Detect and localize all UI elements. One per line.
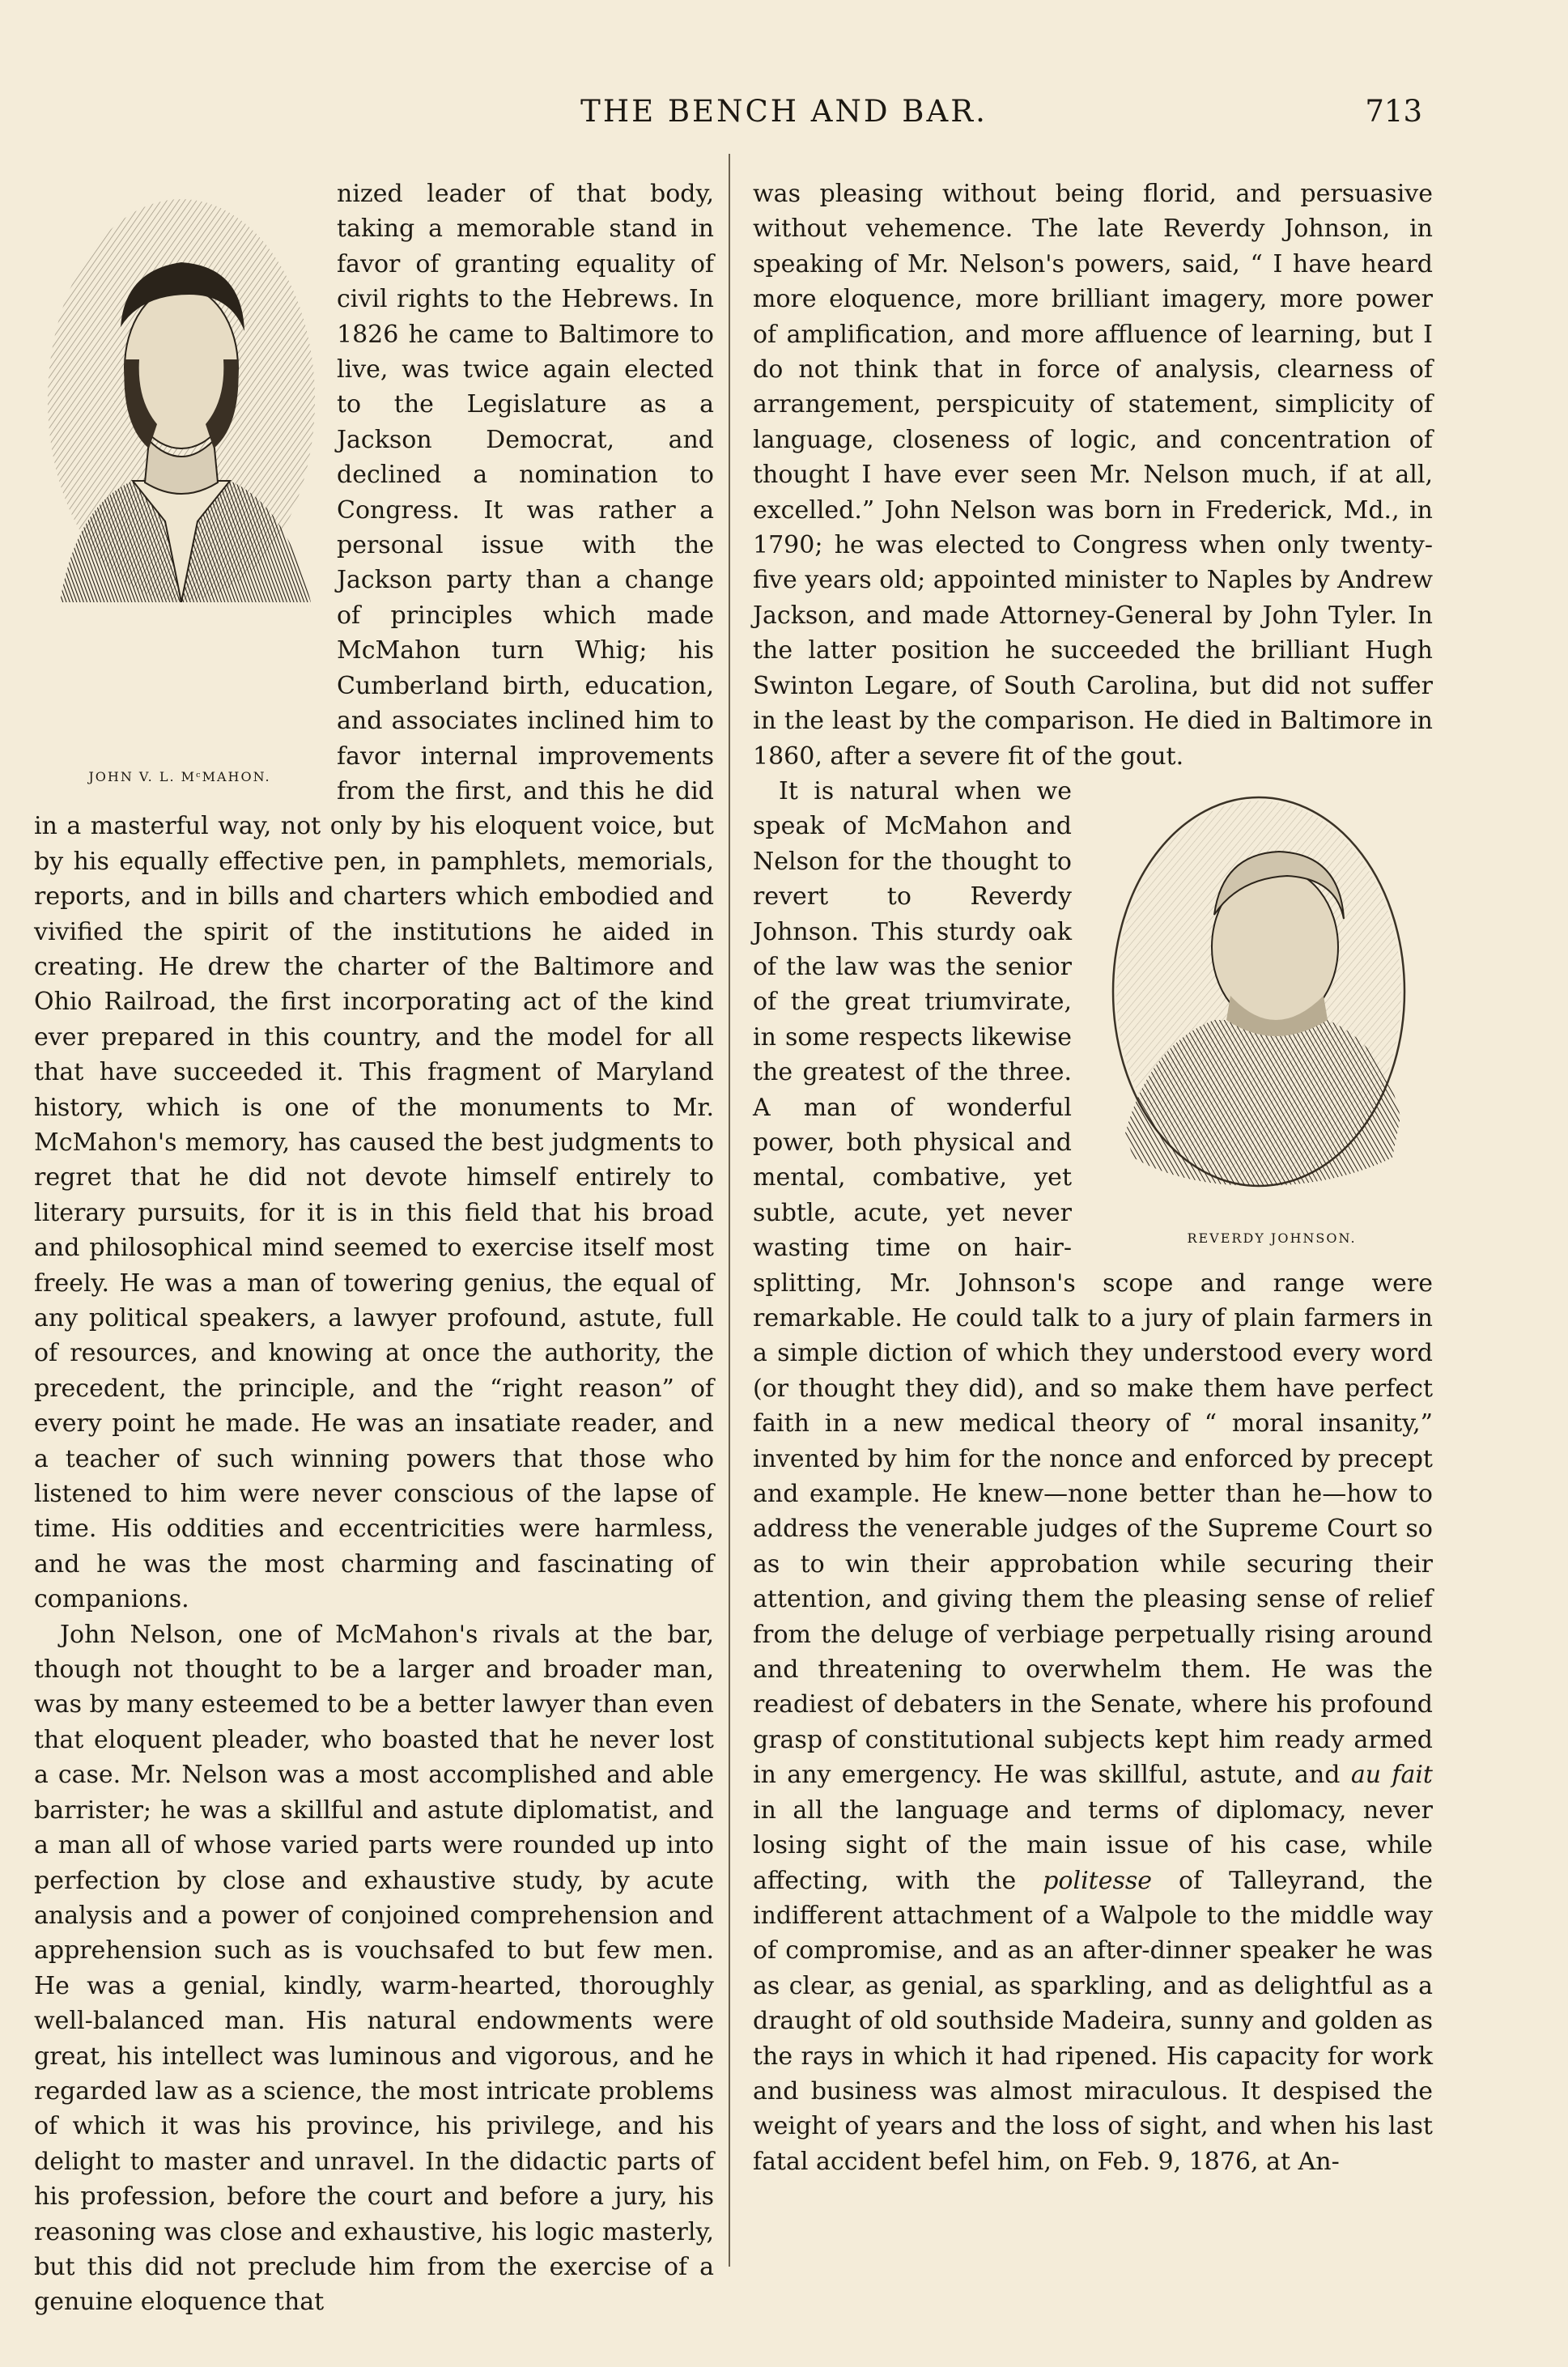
column-divider (729, 154, 730, 2267)
page-header (32, 91, 1536, 139)
left-paragraph-2: John Nelson, one of McMahon's rivals at the bar, though not thought to be a larger and broader man, was by many esteemed to be a better lawyer than even that eloquent pleader, who boasted that he never lost a case. Mr. Nelson was a most accomplished and able barrister; he was a skillful and astute diplomatist, and a man all of whose varied parts were rounded up into perfection by close and exhaustive study, by acute analysis and a power of conjoined comprehension and apprehension such as is vouchsafed to but few men. He was a genial, kindly, warm-hearted, thoroughly well-balanced man. His natural endowments were great, his intellect was luminous and vigorous, and he regarded law as a science, the most intricate problems of which it was his province, his privilege, and his delight to master and unravel. In the didactic parts of his profession, before the court and before a jury, his reasoning was close and exhaustive, his logic masterly, but this did not preclude him from the exercise of a genuine eloquence that (34, 1620, 714, 2317)
right-paragraph-2-text-c: of Talleyrand, the indifferent attachment of a Walpole to the middle way of compromise, and as an after-dinner speaker he was as clear, as genial, as sparkling, and as delightful as a draught of old southside Madeira, sunny and golden as the rays in which it had ripened. His capacity for work and business was almost miraculous. It despised the weight of years and the loss of sight, and when his last fatal accident befel him, on Feb. 9, 1876, at An- (753, 1866, 1434, 2176)
politesse-word: politesse (1043, 1866, 1153, 1895)
page-number: 713 (1365, 94, 1422, 129)
johnson-caption: REVERDY JOHNSON. (1187, 1230, 1357, 1246)
mcmahon-caption: JOHN V. L. MᶜMAHON. (88, 769, 271, 784)
right-paragraph-1: was pleasing without being florid, and persuasive without vehemence. The late Reverdy Johnson, in speaking of Mr. Nelson's powers, said, “ I have heard more eloquence, more brilliant imagery, more power of amplification, and more affluence of learning, but I do not think that in force of analysis, clearness of arrangement, perspicuity of statement, simplicity of language, closeness of logic, and concentration of thought I have ever seen Mr. Nelson much, if at all, excelled.” John Nelson was born in Frederick, Md., in 1790; he was elected to Congress when only twenty-five years old; appointed minister to Naples by Andrew Jackson, and made Attorney-General by John Tyler. In the latter position he succeeded the brilliant Hugh Swinton Legare, of South Carolina, but did not suffer in the least by the comparison. He died in Baltimore in 1860, after a severe fit of the gout. (753, 180, 1433, 771)
mcmahon-portrait-figure (34, 176, 325, 792)
right-paragraph-2-text-b: in all the language and terms of diplomacy, never losing sight of the main issue of his case, while affecting, with the (753, 1795, 1433, 1895)
johnson-portrait-image (1093, 777, 1417, 1198)
right-paragraph-2-text-a: It is natural when we speak of McMahon and Nelson for the thought to revert to Reverdy Johnson. This sturdy oak of the law was the senior of the great triumvirate, in some respects likewise the greatest of the three. A man of wonderful power, both physical and mental, combative, yet subtle, acute, yet never wasting time on hair-splitting, Mr. Johnson's scope and range were remarkable. He could talk to a jury of plain farmers in a simple diction of which they understood every word (or thought they did), and so make them have perfect faith in a new medical theory of “ moral insanity,” invented by him for the nonce and enforced by precept and example. He knew—none better than he—how to address the venerable judges of the Supreme Court so as to win their approbation while securing their attention, and giving them the pleasing sense of relief from the deluge of verbiage perpetually rising around and threatening to overwhelm them. He was the readiest of debaters in the Senate, where his profound grasp of constitutional subjects kept him ready armed in any emergency. He was skillful, astute, and (753, 776, 1433, 1790)
left-column (34, 176, 714, 2320)
left-paragraph-1: nized leader of that body, taking a memorable stand in favor of granting equality of civil rights to the Hebrews. In 1826 he came to Baltimore to live, was twice again elected to the Legislature as a Jackson Democrat, and declined a nomination to Congress. It was rather a personal issue with the Jackson party than a change of principles which made McMahon turn Whig; his Cumberland birth, education, and associates inclined him to favor internal improvements from the first, and this he did in a masterful way, not only by his eloquent voice, but by his equally effective pen, in pamphlets, memorials, reports, and in bills and charters which embodied and vivified the spirit of the institutions he aided in creating. He drew the charter of the Baltimore and Ohio Railroad, the first incorporating act of the kind ever prepared in this country, and the model for all that have succeeded it. This fragment of Maryland history, which is one of the monuments to Mr. McMahon's memory, has caused the best judgments to regret that he did not devote himself entirely to literary pursuits, for it is in this field that his broad and philosophical mind seemed to exercise itself most freely. He was a man of towering genius, the equal of any political speakers, a lawyer profound, astute, full of resources, and knowing at once the authority, the precedent, the principle, and the “right reason” of every point he made. He was an insatiate reader, and a teacher of such winning powers that those who listened to him were never conscious of the lapse of time. His oddities and eccentricities were harmless, and he was the most charming and fascinating of companions. (34, 180, 714, 1614)
au-fait-phrase: au fait (1350, 1761, 1433, 1790)
running-head: THE BENCH AND BAR. (580, 94, 988, 129)
right-paragraph-2 (753, 774, 1433, 2179)
right-column (753, 176, 1433, 2179)
mcmahon-portrait-image (44, 181, 319, 602)
johnson-portrait-figure (1085, 777, 1433, 1247)
